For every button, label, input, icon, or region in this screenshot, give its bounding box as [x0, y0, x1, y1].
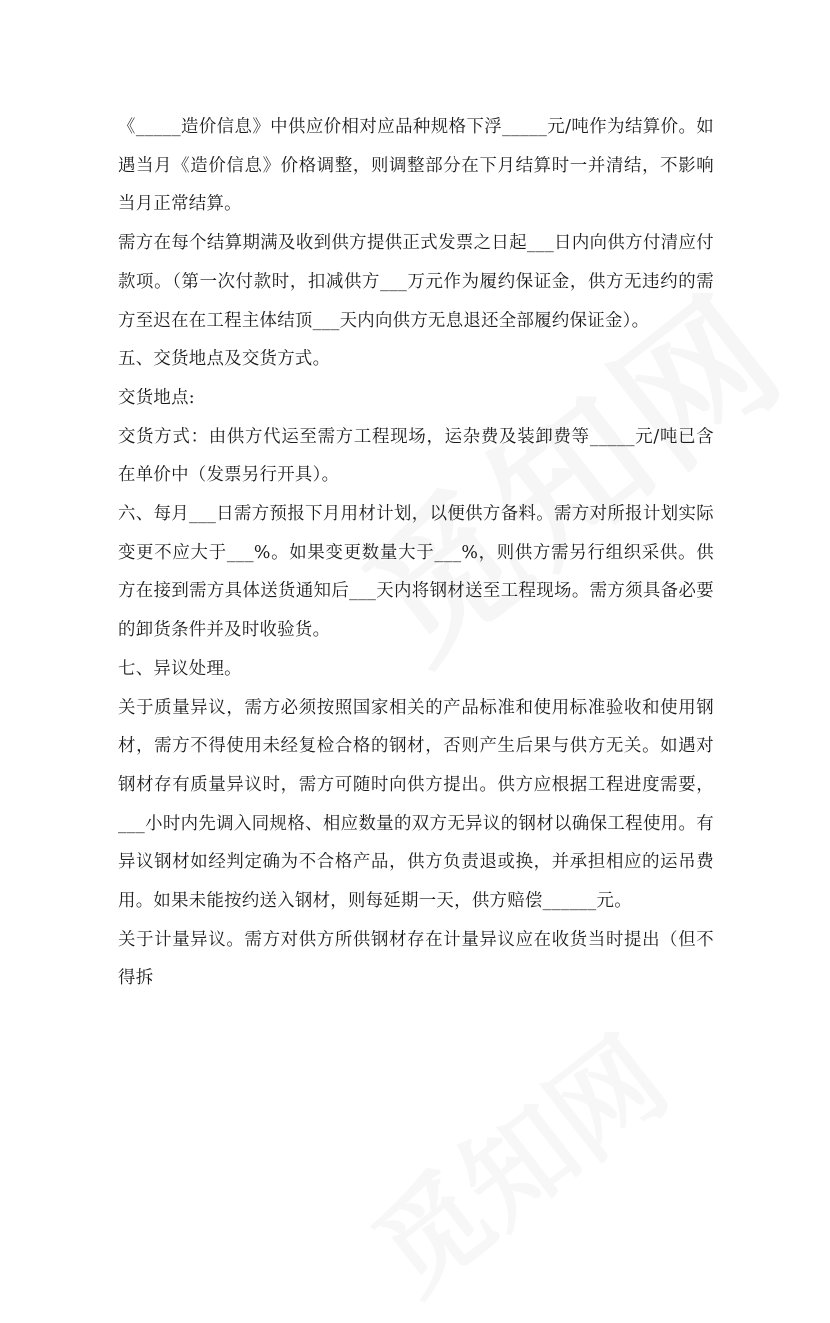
paragraph-settlement-price: 《_____造价信息》中供应价相对应品种规格下浮_____元/吨作为结算价。如遇当月《造价信息》价格调整，则调整部分在下月结算时一并清结，不影响当月正常结算。	[118, 117, 714, 215]
paragraph-monthly-plan: 六、每月___日需方预报下月用材计划，以便供方备料。需方对所报计划实际变更不应大于___%。如果变更数量大于___%，则供方需另行组织采供。供方在接到需方具体送货通知后___天内将钢材送至工程现场。需方须具备必要的卸货条件并及时收验货。	[118, 504, 714, 641]
paragraph-quality-objection: 关于质量异议，需方必须按照国家相关的产品标准和使用标准验收和使用钢材，需方不得使用未经复检合格的钢材，否则产生后果与供方无关。如遇对钢材存有质量异议时，需方可随时向供方提出。供方应根据工程进度需要，___小时内先调入同规格、相应数量的双方无异议的钢材以确保工程使用。有异议钢材如经判定确为不合格产品，供方负责退或换，并承担相应的运吊费用。如果未能按约送入钢材，则每延期一天，供方赔偿______元。	[118, 697, 714, 912]
paragraph-measurement-objection: 关于计量异议。需方对供方所供钢材存在计量异议应在收货当时提出（但不得拆	[118, 929, 714, 989]
watermark-bottom	[336, 995, 693, 1323]
paragraph-delivery-method: 交货方式：由供方代运至需方工程现场，运杂费及装卸费等_____元/吨已含在单价中（发票另行开具）。	[118, 426, 714, 486]
paragraph-payment-terms: 需方在每个结算期满及收到供方提供正式发票之日起___日内向供方付清应付款项。（第一次付款时，扣减供方___万元作为履约保证金，供方无违约的需方至迟在在工程主体结顶___天内向供方无息退还全部履约保证金）。	[118, 233, 714, 331]
section-heading-delivery: 五、交货地点及交货方式。	[118, 349, 331, 370]
paragraph-delivery-location: 交货地点:	[118, 387, 195, 408]
document-body	[118, 108, 714, 998]
section-heading-objection: 七、异议处理。	[118, 658, 242, 679]
